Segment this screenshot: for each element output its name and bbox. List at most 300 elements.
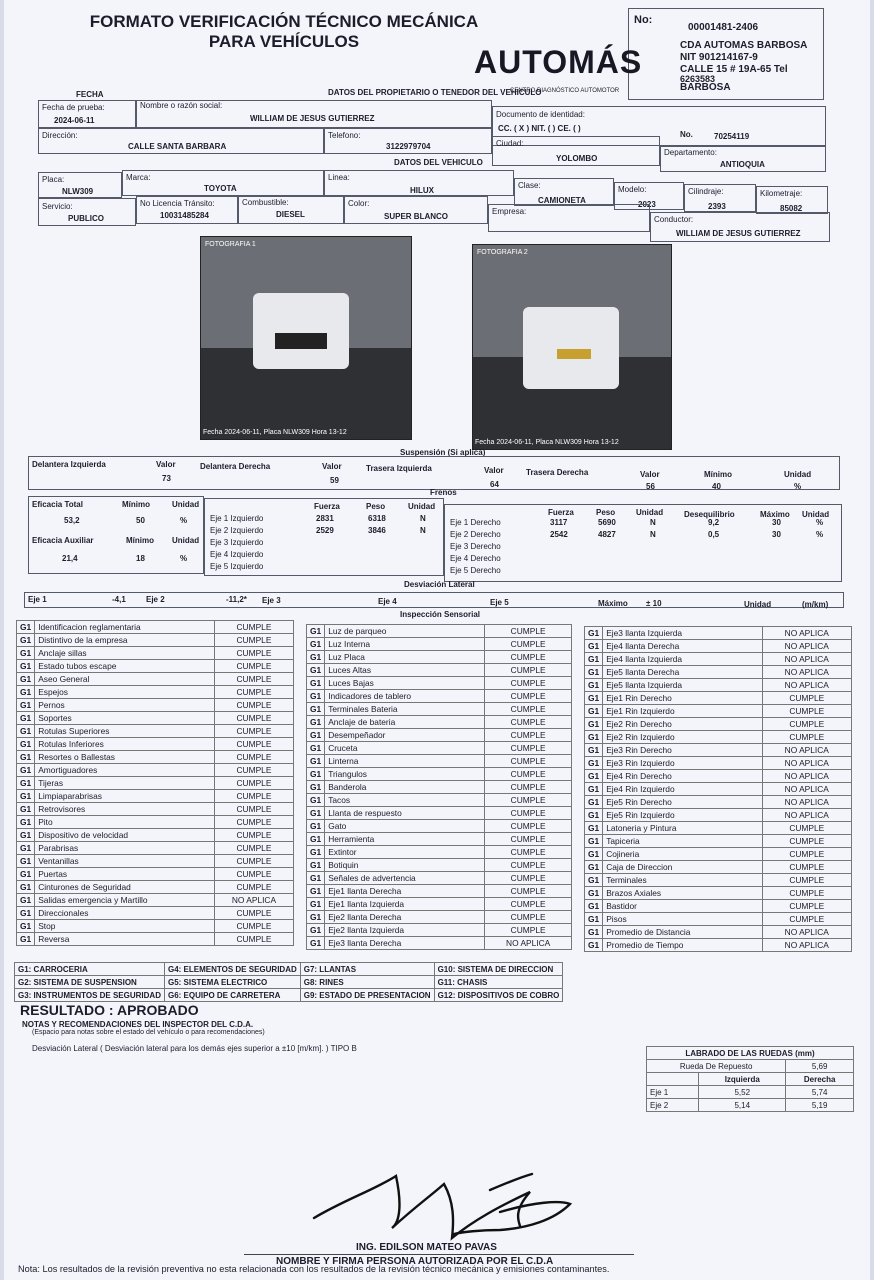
labrado-izq-header: Izquierda	[699, 1073, 786, 1086]
inspection-item: Estado tubos escape	[35, 660, 215, 673]
inspection-row	[307, 703, 572, 716]
inspection-item: Luz Interna	[325, 638, 485, 651]
inspection-result: CUMPLE	[485, 716, 572, 729]
inspection-item: Eje4 llanta Derecha	[603, 640, 762, 653]
inspection-result: CUMPLE	[485, 638, 572, 651]
inspection-result: NO APLICA	[762, 796, 851, 809]
inspection-group: G1	[17, 907, 35, 920]
inspection-item: Herramienta	[325, 833, 485, 846]
inspection-item: Eje2 llanta Derecha	[325, 911, 485, 924]
inspection-row	[17, 868, 294, 881]
inspection-result: CUMPLE	[762, 913, 851, 926]
inspection-row	[307, 677, 572, 690]
photo-2-label: FOTOGRAFIA 2	[477, 249, 528, 256]
brake-right-deseq: 0,5	[708, 530, 720, 539]
inspection-group: G1	[307, 885, 325, 898]
brake-right-unidad: N	[650, 518, 656, 527]
inspection-row	[307, 872, 572, 885]
inspection-item: Indicadores de tablero	[325, 690, 485, 703]
licencia-value: 10031485284	[160, 211, 209, 220]
inspection-row	[307, 755, 572, 768]
inspection-item: Eje3 Rin Derecho	[603, 744, 762, 757]
inspection-item: Terminales	[603, 874, 762, 887]
inspection-result: CUMPLE	[214, 920, 293, 933]
inspection-group: G1	[585, 809, 603, 822]
inspection-item: Eje1 Rin Derecho	[603, 692, 762, 705]
inspection-group: G1	[307, 664, 325, 677]
clase-value: CAMIONETA	[538, 196, 586, 205]
inspection-item: Banderola	[325, 781, 485, 794]
ef-total-unidad-value: %	[180, 516, 188, 525]
brake-left-eje: Eje 3 Izquierdo	[210, 538, 264, 547]
groups-row	[15, 989, 563, 1002]
inspection-result: CUMPLE	[214, 777, 293, 790]
brake-right-u: %	[816, 518, 824, 527]
inspection-item: Anclaje sillas	[35, 647, 215, 660]
desv-eje2-label: Eje 2	[146, 595, 165, 604]
inspection-group: G1	[585, 783, 603, 796]
inspection-result: CUMPLE	[762, 861, 851, 874]
inspection-group: G1	[307, 794, 325, 807]
inspection-group: G1	[307, 859, 325, 872]
inspection-group: G1	[17, 725, 35, 738]
labrado-title: LABRADO DE LAS RUEDAS (mm)	[647, 1047, 854, 1060]
brake-right-eje: Eje 5 Derecho	[450, 566, 501, 575]
inspection-row	[585, 822, 852, 835]
inspection-item: Resortes o Ballestas	[35, 751, 215, 764]
inspection-row	[17, 842, 294, 855]
licencia-label: No Licencia Tránsito:	[140, 199, 215, 208]
inspection-row	[585, 848, 852, 861]
conductor-value: WILLIAM DE JESUS GUTIERREZ	[676, 229, 801, 238]
brake-right-peso: 4827	[598, 530, 616, 539]
inspector-name: ING. EDILSON MATEO PAVAS	[356, 1242, 497, 1253]
combustible-label: Combustible:	[242, 198, 289, 207]
inspection-row	[17, 894, 294, 907]
group-label: G6: EQUIPO DE CARRETERA	[164, 989, 300, 1002]
fecha-prueba-label: Fecha de prueba:	[42, 103, 105, 112]
inspection-result: CUMPLE	[214, 803, 293, 816]
frenos-left-fuerza-header: Fuerza	[314, 502, 340, 511]
inspection-row	[307, 625, 572, 638]
group-label: G7: LLANTAS	[300, 963, 434, 976]
labrado-header-row	[647, 1073, 854, 1086]
inspection-row	[585, 679, 852, 692]
inspection-result: CUMPLE	[485, 768, 572, 781]
frenos-right-fuerza-header: Fuerza	[548, 508, 574, 517]
inspection-group: G1	[585, 848, 603, 861]
inspection-row	[307, 807, 572, 820]
firma-label: NOMBRE Y FIRMA PERSONA AUTORIZADA POR EL C.D.A	[276, 1256, 554, 1267]
susp-di-valor-label: Valor	[156, 460, 176, 469]
inspection-item: Parabrisas	[35, 842, 215, 855]
placa-label: Placa:	[42, 175, 65, 184]
inspection-item: Cinturones de Seguridad	[35, 881, 215, 894]
inspection-group: G1	[585, 692, 603, 705]
labrado-repuesto-label: Rueda De Repuesto	[647, 1060, 786, 1073]
frenos-title: Frenos	[430, 488, 457, 497]
inspection-row	[17, 660, 294, 673]
inspection-item: Gato	[325, 820, 485, 833]
inspection-group: G1	[585, 822, 603, 835]
inspection-row	[585, 861, 852, 874]
inspection-item: Dispositivo de velocidad	[35, 829, 215, 842]
photo-1	[200, 236, 412, 440]
inspection-row	[585, 744, 852, 757]
inspection-row	[307, 937, 572, 950]
inspection-result: CUMPLE	[485, 625, 572, 638]
inspection-row	[307, 820, 572, 833]
inspection-result: CUMPLE	[214, 686, 293, 699]
inspection-item: Cruceta	[325, 742, 485, 755]
inspection-result: CUMPLE	[214, 660, 293, 673]
inspection-row	[17, 712, 294, 725]
groups-row	[15, 963, 563, 976]
inspection-row	[307, 651, 572, 664]
inspection-group: G1	[585, 926, 603, 939]
inspection-row	[585, 705, 852, 718]
brake-left-unidad: N	[420, 526, 426, 535]
inspection-result: CUMPLE	[762, 835, 851, 848]
inspection-group: G1	[17, 855, 35, 868]
conductor-label: Conductor:	[654, 215, 694, 224]
inspection-result: NO APLICA	[762, 783, 851, 796]
inspection-group: G1	[307, 924, 325, 937]
inspection-item: Eje1 llanta Derecha	[325, 885, 485, 898]
resultado-aprobado: RESULTADO : APROBADO	[20, 1002, 199, 1018]
clase-label: Clase:	[518, 181, 541, 190]
inspection-group: G1	[585, 939, 603, 952]
inspection-result: CUMPLE	[214, 764, 293, 777]
group-label: G9: ESTADO DE PRESENTACION	[300, 989, 434, 1002]
inspection-item: Eje5 llanta Derecha	[603, 666, 762, 679]
inspection-group: G1	[307, 807, 325, 820]
inspection-result: CUMPLE	[214, 868, 293, 881]
group-label: G2: SISTEMA DE SUSPENSION	[15, 976, 165, 989]
inspection-group: G1	[307, 690, 325, 703]
cda-nit: NIT 901214167-9	[680, 52, 758, 63]
ciudad-label: Ciudad:	[496, 139, 524, 148]
inspection-result: NO APLICA	[762, 679, 851, 692]
inspection-result: CUMPLE	[485, 846, 572, 859]
inspection-result: CUMPLE	[485, 924, 572, 937]
inspection-group: G1	[17, 803, 35, 816]
desv-eje5-label: Eje 5	[490, 598, 509, 607]
inspection-group: G1	[307, 937, 325, 950]
susp-ti-valor-label: Valor	[484, 466, 504, 475]
inspection-result: CUMPLE	[485, 794, 572, 807]
inspection-item: Brazos Axiales	[603, 887, 762, 900]
modelo-label: Modelo:	[618, 185, 647, 194]
placa-value: NLW309	[62, 187, 94, 196]
inspection-group: G1	[17, 777, 35, 790]
photo-2-caption: Fecha 2024-06-11, Placa NLW309 Hora 13-12	[475, 439, 619, 446]
inspection-row	[585, 835, 852, 848]
inspection-item: Promedio de Distancia	[603, 926, 762, 939]
desv-maximo-value: ± 10	[646, 599, 662, 608]
brake-right-eje: Eje 2 Derecho	[450, 530, 501, 539]
inspection-row	[585, 653, 852, 666]
inspection-item: Tijeras	[35, 777, 215, 790]
inspection-item: Eje1 Rin Izquierdo	[603, 705, 762, 718]
susp-dd-value: 59	[330, 476, 339, 485]
inspection-result: CUMPLE	[762, 848, 851, 861]
logo-subtitle: CENTRO DIAGNÓSTICO AUTOMOTOR	[510, 88, 620, 94]
inspection-result: CUMPLE	[485, 664, 572, 677]
labrado-der: 5,19	[786, 1099, 854, 1112]
inspection-group: G1	[307, 833, 325, 846]
inspection-item: Stop	[35, 920, 215, 933]
brake-left-eje: Eje 1 Izquierdo	[210, 514, 264, 523]
brake-right-maximo: 30	[772, 518, 781, 527]
group-label: G12: DISPOSITIVOS DE COBRO	[434, 989, 563, 1002]
inspection-row	[17, 673, 294, 686]
inspection-group: G1	[307, 625, 325, 638]
departamento-label: Departamento:	[664, 148, 717, 157]
inspection-item: Eje5 Rin Izquierdo	[603, 809, 762, 822]
desv-eje1-label: Eje 1	[28, 595, 47, 604]
inspection-row	[17, 686, 294, 699]
labrado-der-header: Derecha	[786, 1073, 854, 1086]
susp-di-value: 73	[162, 474, 171, 483]
inspection-row	[17, 803, 294, 816]
inspection-row	[17, 647, 294, 660]
inspection-group: G1	[307, 638, 325, 651]
inspection-item: Aseo General	[35, 673, 215, 686]
inspection-item: Puertas	[35, 868, 215, 881]
departamento-value: ANTIOQUIA	[720, 160, 765, 169]
inspection-result: CUMPLE	[485, 807, 572, 820]
ef-total-value: 53,2	[64, 516, 80, 525]
signature-line	[244, 1254, 634, 1255]
inspection-item: Extintor	[325, 846, 485, 859]
inspection-result: CUMPLE	[214, 855, 293, 868]
inspection-group: G1	[585, 900, 603, 913]
labrado-eje: Eje 1	[647, 1086, 699, 1099]
inspection-result: CUMPLE	[762, 887, 851, 900]
nombre-label: Nombre o razón social:	[140, 101, 223, 110]
color-value: SUPER BLANCO	[384, 212, 449, 221]
inspection-item: Luz Placa	[325, 651, 485, 664]
color-label: Color:	[348, 199, 370, 208]
inspection-row	[585, 731, 852, 744]
inspection-item: Llanta de respuesto	[325, 807, 485, 820]
inspection-item: Pisos	[603, 913, 762, 926]
inspection-item: Espejos	[35, 686, 215, 699]
brake-left-fuerza: 2831	[316, 514, 334, 523]
desv-unidad-value: (m/km)	[802, 600, 829, 609]
inspection-result: NO APLICA	[762, 653, 851, 666]
inspection-result: CUMPLE	[214, 829, 293, 842]
notas-title: NOTAS Y RECOMENDACIONES DEL INSPECTOR DEL C.D.A.	[22, 1020, 254, 1029]
group-label: G11: CHASIS	[434, 976, 563, 989]
susp-unidad-label: Unidad	[784, 470, 812, 479]
inspection-result: CUMPLE	[485, 859, 572, 872]
inspection-item: Luces Altas	[325, 664, 485, 677]
inspection-row	[307, 768, 572, 781]
owner-section-title: DATOS DEL PROPIETARIO O TENEDOR DEL VEHICULO	[328, 88, 542, 97]
ef-aux-unidad-label: Unidad	[172, 536, 200, 545]
inspection-group: G1	[307, 820, 325, 833]
inspection-group: G1	[307, 729, 325, 742]
susp-td-value: 56	[646, 482, 655, 491]
form-number: 00001481-2406	[688, 22, 759, 33]
inspection-result: NO APLICA	[762, 939, 851, 952]
brake-right-u: %	[816, 530, 824, 539]
inspection-row	[307, 846, 572, 859]
inspection-result: CUMPLE	[214, 712, 293, 725]
inspection-row	[307, 898, 572, 911]
inspection-result: CUMPLE	[485, 911, 572, 924]
inspection-result: CUMPLE	[214, 673, 293, 686]
frenos-right-unidad-header: Unidad	[636, 508, 664, 517]
inspection-item: Eje5 llanta Izquierda	[603, 679, 762, 692]
inspection-row	[17, 855, 294, 868]
inspection-row	[585, 926, 852, 939]
inspection-group: G1	[307, 846, 325, 859]
desv-eje4-label: Eje 4	[378, 597, 397, 606]
inspection-item: Eje1 llanta Izquierda	[325, 898, 485, 911]
inspection-result: CUMPLE	[214, 751, 293, 764]
inspection-group: G1	[17, 790, 35, 803]
inspection-group: G1	[585, 666, 603, 679]
inspection-row	[585, 939, 852, 952]
inspection-group: G1	[585, 861, 603, 874]
inspection-group: G1	[17, 660, 35, 673]
inspection-result: NO APLICA	[762, 666, 851, 679]
brake-right-eje: Eje 4 Derecho	[450, 554, 501, 563]
inspection-result: CUMPLE	[214, 634, 293, 647]
inspection-item: Eje4 Rin Izquierdo	[603, 783, 762, 796]
ef-total-minimo-value: 50	[136, 516, 145, 525]
inspection-result: CUMPLE	[214, 738, 293, 751]
combustible-value: DIESEL	[276, 210, 305, 219]
inspection-group: G1	[17, 686, 35, 699]
labrado-row	[647, 1086, 854, 1099]
inspection-group: G1	[585, 770, 603, 783]
inspection-item: Soportes	[35, 712, 215, 725]
inspection-item: Luz de parqueo	[325, 625, 485, 638]
inspection-row	[17, 621, 294, 634]
kilometraje-label: Kilometraje:	[760, 189, 803, 198]
inspection-result: CUMPLE	[485, 651, 572, 664]
inspection-item: Eje4 llanta Izquierda	[603, 653, 762, 666]
inspection-item: Señales de advertencia	[325, 872, 485, 885]
inspection-row	[585, 627, 852, 640]
documento-label: Documento de identidad:	[496, 110, 585, 119]
inspection-result: NO APLICA	[762, 926, 851, 939]
inspection-group: G1	[585, 796, 603, 809]
inspection-group: G1	[17, 673, 35, 686]
ef-aux-value: 21,4	[62, 554, 78, 563]
cda-address: CALLE 15 # 19A-65 Tel	[680, 64, 788, 75]
inspection-group: G1	[585, 627, 603, 640]
labrado-izq: 5,52	[699, 1086, 786, 1099]
inspection-result: CUMPLE	[214, 647, 293, 660]
inspection-group: G1	[307, 677, 325, 690]
direccion-value: CALLE SANTA BARBARA	[128, 142, 227, 151]
inspection-row	[585, 718, 852, 731]
inspection-row	[307, 781, 572, 794]
inspection-item: Triangulos	[325, 768, 485, 781]
inspection-group: G1	[307, 872, 325, 885]
no-label: No:	[634, 14, 653, 26]
telefono-value: 3122979704	[386, 142, 431, 151]
desv-maximo-label: Máximo	[598, 599, 628, 608]
inspection-row	[307, 664, 572, 677]
vehicle-section-title: DATOS DEL VEHICULO	[394, 158, 483, 167]
inspection-row	[585, 640, 852, 653]
inspection-result: CUMPLE	[214, 842, 293, 855]
frenos-right-u-header: Unidad	[802, 510, 830, 519]
inspection-item: Linterna	[325, 755, 485, 768]
inspection-item: Identificacion reglamentaria	[35, 621, 215, 634]
inspection-result: CUMPLE	[762, 692, 851, 705]
inspection-result: CUMPLE	[214, 725, 293, 738]
inspection-result: CUMPLE	[485, 729, 572, 742]
inspection-result: CUMPLE	[214, 816, 293, 829]
cilindraje-label: Cilindraje:	[688, 187, 724, 196]
inspection-item: Promedio de Tiempo	[603, 939, 762, 952]
kilometraje-value: 85082	[780, 204, 803, 213]
inspection-row	[585, 692, 852, 705]
inspection-group: G1	[307, 703, 325, 716]
inspection-result: CUMPLE	[762, 731, 851, 744]
inspection-group: G1	[17, 868, 35, 881]
footer-note: Nota: Los resultados de la revisión preventiva no esta relacionada con los resultados de la revisión técnico mecánica y emisiones contaminantes.	[18, 1264, 610, 1274]
inspection-result: CUMPLE	[485, 872, 572, 885]
inspection-group: G1	[17, 699, 35, 712]
empresa-label: Empresa:	[492, 207, 527, 216]
labrado-eje: Eje 2	[647, 1099, 699, 1112]
brake-right-fuerza: 2542	[550, 530, 568, 539]
fecha-prueba-value: 2024-06-11	[54, 116, 95, 125]
documento-no-label: No.	[680, 130, 693, 139]
inspection-result: CUMPLE	[485, 781, 572, 794]
inspection-group: G1	[17, 751, 35, 764]
frenos-right-peso-header: Peso	[596, 508, 616, 517]
inspection-row	[17, 699, 294, 712]
labrado-repuesto-row	[647, 1060, 854, 1073]
desviacion-title: Desviación Lateral	[404, 580, 475, 589]
inspection-item: Pernos	[35, 699, 215, 712]
inspection-result: CUMPLE	[214, 699, 293, 712]
labrado-izq: 5,14	[699, 1099, 786, 1112]
inspection-result: CUMPLE	[214, 621, 293, 634]
inspection-row	[17, 881, 294, 894]
ef-aux-minimo-label: Mínimo	[126, 536, 154, 545]
brake-left-eje: Eje 5 Izquierdo	[210, 562, 264, 571]
inspection-group: G1	[17, 933, 35, 946]
inspection-item: Limpiaparabrisas	[35, 790, 215, 803]
inspection-result: CUMPLE	[485, 885, 572, 898]
susp-dd-valor-label: Valor	[322, 462, 342, 471]
inspection-item: Eje5 Rin Derecho	[603, 796, 762, 809]
groups-row	[15, 976, 563, 989]
inspection-row	[585, 900, 852, 913]
inspection-group: G1	[307, 768, 325, 781]
brake-left-eje: Eje 2 Izquierdo	[210, 526, 264, 535]
inspection-row	[17, 920, 294, 933]
inspection-row	[585, 783, 852, 796]
inspection-item: Ventanillas	[35, 855, 215, 868]
desviacion-note: Desviación Lateral ( Desviación lateral para los demás ejes superior a ±10 [m/km]. ) TIPO B	[32, 1044, 357, 1053]
truck-rear-image	[523, 307, 619, 389]
inspection-row	[585, 757, 852, 770]
inspection-row	[17, 764, 294, 777]
inspection-row	[307, 924, 572, 937]
brake-right-peso: 5690	[598, 518, 616, 527]
